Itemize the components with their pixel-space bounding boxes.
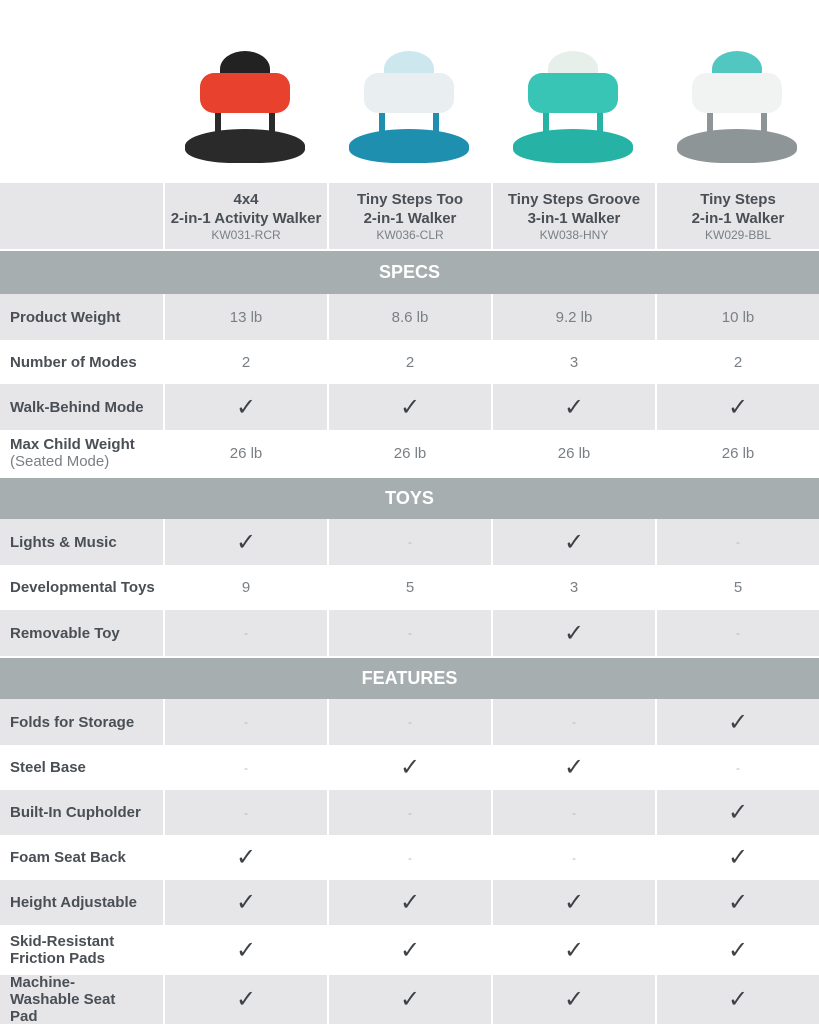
checkmark-icon: ✓	[563, 393, 585, 421]
dash-icon: -	[244, 760, 248, 775]
checkmark-icon: ✓	[399, 754, 421, 781]
row-label-text: Walk-Behind Mode	[10, 398, 144, 416]
table-row	[0, 880, 819, 925]
row-label	[0, 565, 163, 610]
product-name-line1: Tiny Steps Groove	[507, 191, 641, 208]
value-cell	[163, 519, 327, 565]
value-text: 10 lb	[721, 308, 755, 326]
value-cell	[491, 880, 655, 925]
row-label-text: Height Adjustable	[10, 894, 137, 911]
walker-tray	[528, 73, 618, 113]
value-cell	[655, 745, 819, 790]
value-text: 8.6 lb	[391, 308, 429, 326]
checkmark-icon: ✓	[235, 393, 257, 421]
product-header[interactable]	[327, 183, 491, 249]
dash-icon: -	[736, 760, 740, 775]
value-cell	[327, 975, 491, 1024]
value-cell	[491, 430, 655, 476]
checkmark-icon: ✓	[563, 889, 585, 916]
row-label-text: Skid-Resistant Friction Pads	[10, 933, 115, 967]
walker-tray	[364, 73, 454, 113]
product-name-line1: Tiny Steps Too	[356, 191, 464, 208]
product-name-line2: 2-in-1 Walker	[691, 210, 785, 227]
value-cell	[655, 699, 819, 745]
row-label-text: Developmental Toys	[10, 579, 155, 596]
value-cell	[655, 975, 819, 1024]
checkmark-icon: ✓	[563, 986, 585, 1013]
table-row	[0, 975, 819, 1024]
product-sku: KW029-BBL	[704, 228, 772, 242]
value-cell	[327, 384, 491, 430]
value-cell	[163, 430, 327, 476]
value-cell	[327, 925, 491, 975]
table-row	[0, 430, 819, 476]
row-label-text: Removable Toy	[10, 624, 120, 642]
product-name-line1: 4x4	[233, 191, 259, 208]
row-label-text: Lights & Music	[10, 533, 117, 551]
checkmark-icon: ✓	[399, 986, 421, 1013]
value-cell	[327, 880, 491, 925]
dash-icon: -	[244, 805, 248, 820]
value-cell	[327, 430, 491, 476]
row-label	[0, 430, 163, 476]
product-header[interactable]	[655, 183, 819, 249]
row-label	[0, 699, 163, 745]
table-row	[0, 835, 819, 880]
table-row	[0, 294, 819, 340]
table-row	[0, 565, 819, 610]
value-cell	[163, 565, 327, 610]
value-cell	[491, 610, 655, 656]
value-cell	[327, 699, 491, 745]
row-label	[0, 384, 163, 430]
table-row	[0, 925, 819, 975]
row-label-text: Max Child Weight	[10, 436, 135, 453]
row-label-text: Built-In Cupholder	[10, 804, 141, 821]
value-cell	[163, 925, 327, 975]
dash-icon: -	[244, 626, 248, 640]
dash-icon: -	[736, 626, 740, 640]
row-label	[0, 745, 163, 790]
value-cell	[327, 294, 491, 340]
checkmark-icon: ✓	[727, 708, 749, 736]
row-label-text: Steel Base	[10, 759, 86, 776]
product-sku: KW031-RCR	[211, 228, 281, 242]
walker-base	[677, 129, 797, 163]
product-image[interactable]	[327, 0, 491, 183]
product-header[interactable]	[491, 183, 655, 249]
section-header-specs: SPECS	[0, 249, 819, 294]
value-cell	[327, 610, 491, 656]
table-row	[0, 384, 819, 430]
value-cell	[163, 975, 327, 1024]
value-cell	[163, 610, 327, 656]
dash-icon: -	[408, 850, 412, 865]
product-name-line2: 2-in-1 Activity Walker	[170, 210, 322, 227]
row-label	[0, 975, 163, 1024]
value-cell	[163, 745, 327, 790]
dash-icon: -	[736, 535, 740, 549]
table-row	[0, 790, 819, 835]
row-label-text: Foam Seat Back	[10, 849, 126, 866]
dash-icon: -	[408, 715, 412, 729]
value-cell	[163, 340, 327, 384]
empty-label	[0, 183, 163, 249]
value-cell	[327, 565, 491, 610]
value-cell	[327, 745, 491, 790]
value-cell	[655, 340, 819, 384]
row-label	[0, 519, 163, 565]
value-cell	[655, 835, 819, 880]
row-sublabel: (Seated Mode)	[10, 453, 110, 470]
table-row	[0, 610, 819, 656]
product-names-row	[0, 183, 819, 249]
dash-icon: -	[408, 535, 412, 549]
product-name-line1: Tiny Steps	[700, 191, 776, 208]
row-label	[0, 610, 163, 656]
value-text: 13 lb	[229, 308, 263, 326]
dash-icon: -	[572, 850, 576, 865]
value-cell	[327, 835, 491, 880]
value-cell	[491, 384, 655, 430]
product-sku: KW036-CLR	[376, 228, 444, 242]
checkmark-icon: ✓	[727, 936, 749, 964]
walker-base	[349, 129, 469, 163]
product-image[interactable]	[491, 0, 655, 183]
checkmark-icon: ✓	[399, 393, 421, 421]
checkmark-icon: ✓	[399, 936, 421, 964]
value-cell	[163, 880, 327, 925]
value-cell	[163, 294, 327, 340]
checkmark-icon: ✓	[399, 889, 421, 916]
product-header[interactable]	[163, 183, 327, 249]
value-cell	[491, 340, 655, 384]
walker-illustration	[667, 43, 807, 163]
checkmark-icon: ✓	[727, 799, 749, 826]
value-cell	[491, 565, 655, 610]
walker-base	[513, 129, 633, 163]
value-text: 2	[405, 353, 415, 371]
product-images-row	[0, 0, 819, 183]
value-text: 2	[733, 353, 743, 371]
dash-icon: -	[408, 805, 412, 820]
value-cell	[327, 519, 491, 565]
dash-icon: -	[572, 805, 576, 820]
walker-illustration	[339, 43, 479, 163]
value-text: 26 lb	[393, 444, 427, 462]
checkmark-icon: ✓	[563, 619, 585, 647]
value-text: 9.2 lb	[555, 308, 593, 326]
row-label-text: Folds for Storage	[10, 713, 135, 731]
walker-illustration	[175, 43, 315, 163]
value-cell	[491, 519, 655, 565]
row-label-text: Number of Modes	[10, 353, 137, 371]
row-label-text: Product Weight	[10, 308, 121, 326]
dash-icon: -	[572, 715, 576, 729]
product-name-line2: 2-in-1 Walker	[363, 210, 457, 227]
checkmark-icon: ✓	[235, 986, 257, 1013]
value-text: 9	[241, 579, 251, 596]
product-name-line2: 3-in-1 Walker	[527, 210, 621, 227]
walker-tray	[200, 73, 290, 113]
value-cell	[163, 699, 327, 745]
value-cell	[327, 790, 491, 835]
value-cell	[491, 745, 655, 790]
checkmark-icon: ✓	[235, 936, 257, 964]
product-image[interactable]	[163, 0, 327, 183]
value-cell	[655, 880, 819, 925]
value-cell	[655, 384, 819, 430]
checkmark-icon: ✓	[563, 754, 585, 781]
checkmark-icon: ✓	[727, 889, 749, 916]
value-text: 3	[569, 579, 579, 596]
table-row	[0, 745, 819, 790]
checkmark-icon: ✓	[563, 528, 585, 556]
table-row	[0, 699, 819, 745]
table-row	[0, 519, 819, 565]
empty-corner	[0, 0, 163, 183]
row-label-text: Machine-Washable Seat Pad	[10, 974, 116, 1025]
row-label	[0, 880, 163, 925]
value-text: 26 lb	[229, 444, 263, 462]
value-cell	[655, 610, 819, 656]
value-text: 5	[733, 579, 743, 596]
product-sku: KW038-HNY	[539, 228, 609, 242]
value-cell	[655, 790, 819, 835]
value-text: 26 lb	[557, 444, 591, 462]
section-header-toys: TOYS	[0, 476, 819, 519]
dash-icon: -	[244, 715, 248, 729]
product-image[interactable]	[655, 0, 819, 183]
value-text: 26 lb	[721, 444, 755, 462]
dash-icon: -	[408, 626, 412, 640]
walker-illustration	[503, 43, 643, 163]
value-cell	[327, 340, 491, 384]
value-cell	[163, 384, 327, 430]
row-label	[0, 294, 163, 340]
row-label	[0, 340, 163, 384]
checkmark-icon: ✓	[727, 844, 749, 871]
value-text: 3	[569, 353, 579, 371]
value-cell	[655, 565, 819, 610]
checkmark-icon: ✓	[235, 528, 257, 556]
section-header-features: FEATURES	[0, 656, 819, 699]
value-cell	[491, 925, 655, 975]
walker-tray	[692, 73, 782, 113]
value-cell	[491, 790, 655, 835]
value-cell	[491, 294, 655, 340]
table-row	[0, 340, 819, 384]
value-cell	[655, 519, 819, 565]
value-cell	[491, 699, 655, 745]
value-cell	[491, 975, 655, 1024]
value-cell	[655, 430, 819, 476]
row-label	[0, 790, 163, 835]
checkmark-icon: ✓	[235, 844, 257, 871]
value-cell	[163, 835, 327, 880]
walker-base	[185, 129, 305, 163]
checkmark-icon: ✓	[563, 936, 585, 964]
value-cell	[491, 835, 655, 880]
value-cell	[655, 294, 819, 340]
checkmark-icon: ✓	[235, 889, 257, 916]
checkmark-icon: ✓	[727, 393, 749, 421]
checkmark-icon: ✓	[727, 986, 749, 1013]
value-cell	[655, 925, 819, 975]
value-cell	[163, 790, 327, 835]
row-label	[0, 835, 163, 880]
row-label	[0, 925, 163, 975]
value-text: 5	[405, 579, 415, 596]
value-text: 2	[241, 353, 251, 371]
